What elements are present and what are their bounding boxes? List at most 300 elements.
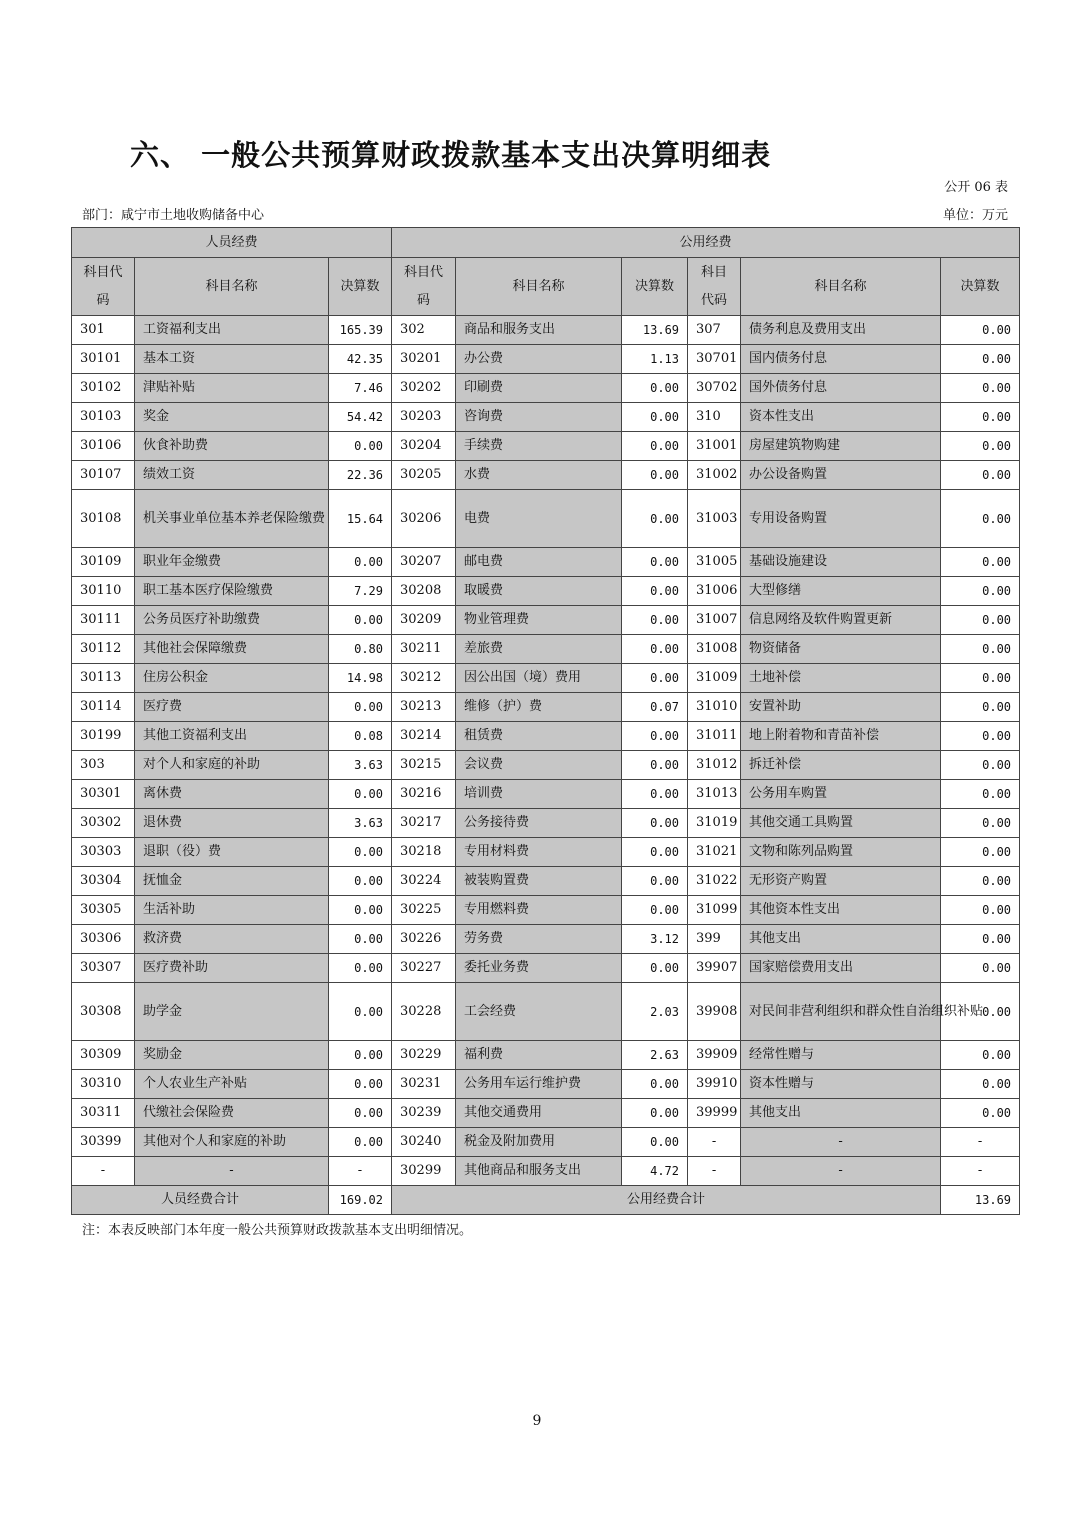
- cell-code: -: [72, 1157, 135, 1186]
- cell-code: 30113: [72, 664, 135, 693]
- cell-code: 30310: [72, 1070, 135, 1099]
- table-row: [72, 983, 1020, 1041]
- cell-name: 取暖费: [456, 577, 622, 606]
- cell-code: 30108: [72, 490, 135, 548]
- cell-name: 公务接待费: [456, 809, 622, 838]
- cell-name: 国家赔偿费用支出: [741, 954, 941, 983]
- cell-amount: 0.00: [622, 664, 688, 693]
- cell-name: 劳务费: [456, 925, 622, 954]
- cell-name: 维修（护）费: [456, 693, 622, 722]
- cell-amount: 0.00: [941, 925, 1020, 954]
- cell-name: 奖金: [135, 403, 329, 432]
- cell-name: 安置补助: [741, 693, 941, 722]
- cell-name: 咨询费: [456, 403, 622, 432]
- cell-amount: 0.00: [941, 432, 1020, 461]
- cell-name: 专用燃料费: [456, 896, 622, 925]
- cell-name: 手续费: [456, 432, 622, 461]
- cell-amount: 0.00: [941, 374, 1020, 403]
- table-row: [72, 432, 1020, 461]
- cell-code: 30102: [72, 374, 135, 403]
- column-header-name: 科目名称: [135, 258, 329, 316]
- cell-name: 债务利息及费用支出: [741, 316, 941, 345]
- cell-code: 30702: [688, 374, 741, 403]
- cell-amount: 0.00: [622, 461, 688, 490]
- cell-code: 31003: [688, 490, 741, 548]
- cell-name: 培训费: [456, 780, 622, 809]
- table-row: [72, 896, 1020, 925]
- cell-name: -: [135, 1157, 329, 1186]
- cell-amount: 0.00: [622, 1070, 688, 1099]
- cell-code: 31013: [688, 780, 741, 809]
- cell-amount: 0.00: [941, 461, 1020, 490]
- cell-code: 30204: [392, 432, 456, 461]
- cell-name: 住房公积金: [135, 664, 329, 693]
- cell-amount: 0.00: [622, 1099, 688, 1128]
- cell-code: 39999: [688, 1099, 741, 1128]
- cell-code: 30215: [392, 751, 456, 780]
- cell-amount: 0.00: [941, 838, 1020, 867]
- cell-code: 30211: [392, 635, 456, 664]
- table-row: [72, 461, 1020, 490]
- table-row: [72, 838, 1020, 867]
- cell-code: 30201: [392, 345, 456, 374]
- cell-amount: 3.12: [622, 925, 688, 954]
- cell-name: 资本性赠与: [741, 1070, 941, 1099]
- cell-code: 31010: [688, 693, 741, 722]
- cell-code: 30212: [392, 664, 456, 693]
- total-public-label: 公用经费合计: [392, 1186, 941, 1215]
- cell-name: 其他社会保障缴费: [135, 635, 329, 664]
- cell-code: 301: [72, 316, 135, 345]
- cell-name: -: [741, 1157, 941, 1186]
- cell-amount: 0.00: [622, 896, 688, 925]
- cell-code: 30111: [72, 606, 135, 635]
- total-personnel-value: 169.02: [329, 1186, 392, 1215]
- cell-name: 委托业务费: [456, 954, 622, 983]
- cell-amount: 0.00: [329, 896, 392, 925]
- cell-amount: 0.00: [941, 693, 1020, 722]
- cell-name: 基本工资: [135, 345, 329, 374]
- cell-name: 地上附着物和青苗补偿: [741, 722, 941, 751]
- cell-code: 30103: [72, 403, 135, 432]
- cell-code: 30309: [72, 1041, 135, 1070]
- cell-code: 30227: [392, 954, 456, 983]
- cell-amount: 4.72: [622, 1157, 688, 1186]
- column-header-name: 科目名称: [741, 258, 941, 316]
- cell-code: 30199: [72, 722, 135, 751]
- cell-code: 30202: [392, 374, 456, 403]
- cell-code: 30228: [392, 983, 456, 1041]
- cell-code: 31001: [688, 432, 741, 461]
- cell-name: 水费: [456, 461, 622, 490]
- table-row: [72, 1157, 1020, 1186]
- cell-name: 救济费: [135, 925, 329, 954]
- cell-code: 302: [392, 316, 456, 345]
- cell-code: 30299: [392, 1157, 456, 1186]
- cell-code: 30305: [72, 896, 135, 925]
- cell-code: 30112: [72, 635, 135, 664]
- table-row: [72, 693, 1020, 722]
- cell-code: 31002: [688, 461, 741, 490]
- cell-code: 310: [688, 403, 741, 432]
- cell-code: 30218: [392, 838, 456, 867]
- cell-code: 31005: [688, 548, 741, 577]
- column-header-code: 科目代码: [72, 258, 135, 316]
- cell-code: 30240: [392, 1128, 456, 1157]
- cell-name: 其他商品和服务支出: [456, 1157, 622, 1186]
- table-row: [72, 374, 1020, 403]
- cell-amount: 0.00: [329, 1099, 392, 1128]
- page-title: 六、 一般公共预算财政拨款基本支出决算明细表: [130, 138, 772, 172]
- cell-code: 30302: [72, 809, 135, 838]
- cell-code: 30110: [72, 577, 135, 606]
- cell-amount: 0.00: [622, 606, 688, 635]
- cell-amount: 0.00: [622, 374, 688, 403]
- table-row: [72, 403, 1020, 432]
- cell-name: 对个人和家庭的补助: [135, 751, 329, 780]
- cell-amount: 0.00: [941, 635, 1020, 664]
- cell-code: 31009: [688, 664, 741, 693]
- cell-amount: 2.63: [622, 1041, 688, 1070]
- department-label: 部门：咸宁市土地收购储备中心: [82, 208, 265, 223]
- cell-amount: 0.08: [329, 722, 392, 751]
- cell-code: 30114: [72, 693, 135, 722]
- cell-amount: 0.00: [329, 1128, 392, 1157]
- cell-amount: 0.00: [622, 403, 688, 432]
- cell-name: 其他交通费用: [456, 1099, 622, 1128]
- cell-amount: 0.00: [622, 490, 688, 548]
- cell-code: 399: [688, 925, 741, 954]
- table-row: [72, 1041, 1020, 1070]
- cell-code: 30701: [688, 345, 741, 374]
- column-header-name: 科目名称: [456, 258, 622, 316]
- table-row: [72, 751, 1020, 780]
- cell-code: 39907: [688, 954, 741, 983]
- cell-name: 被装购置费: [456, 867, 622, 896]
- column-header-amount: 决算数: [941, 258, 1020, 316]
- table-row: [72, 577, 1020, 606]
- cell-name: 机关事业单位基本养老保险缴费: [135, 490, 329, 548]
- cell-name: 专用材料费: [456, 838, 622, 867]
- cell-amount: 0.00: [329, 983, 392, 1041]
- cell-name: 伙食补助费: [135, 432, 329, 461]
- cell-amount: 0.00: [329, 838, 392, 867]
- cell-name: 助学金: [135, 983, 329, 1041]
- cell-amount: 0.00: [941, 1099, 1020, 1128]
- cell-name: 办公设备购置: [741, 461, 941, 490]
- cell-code: 30217: [392, 809, 456, 838]
- cell-code: 31007: [688, 606, 741, 635]
- cell-amount: 0.00: [941, 316, 1020, 345]
- cell-name: 个人农业生产补贴: [135, 1070, 329, 1099]
- cell-name: 电费: [456, 490, 622, 548]
- expenditure-table: [71, 227, 1020, 1215]
- cell-name: 绩效工资: [135, 461, 329, 490]
- cell-amount: -: [941, 1128, 1020, 1157]
- table-row: [72, 722, 1020, 751]
- cell-code: 31006: [688, 577, 741, 606]
- cell-code: 39908: [688, 983, 741, 1041]
- cell-amount: 0.00: [622, 635, 688, 664]
- cell-name: -: [741, 1128, 941, 1157]
- cell-amount: 0.00: [941, 577, 1020, 606]
- cell-amount: 3.63: [329, 809, 392, 838]
- cell-code: 31021: [688, 838, 741, 867]
- cell-code: 30229: [392, 1041, 456, 1070]
- cell-amount: 0.00: [622, 577, 688, 606]
- cell-name: 其他交通工具购置: [741, 809, 941, 838]
- cell-code: 30205: [392, 461, 456, 490]
- cell-code: 30209: [392, 606, 456, 635]
- cell-name: 福利费: [456, 1041, 622, 1070]
- cell-code: 30301: [72, 780, 135, 809]
- cell-name: 商品和服务支出: [456, 316, 622, 345]
- cell-name: 信息网络及软件购置更新: [741, 606, 941, 635]
- cell-amount: 0.00: [622, 954, 688, 983]
- cell-amount: 0.00: [941, 896, 1020, 925]
- cell-name: 大型修缮: [741, 577, 941, 606]
- cell-name: 物业管理费: [456, 606, 622, 635]
- cell-code: 30306: [72, 925, 135, 954]
- cell-name: 土地补偿: [741, 664, 941, 693]
- cell-code: 30207: [392, 548, 456, 577]
- cell-amount: 0.00: [941, 751, 1020, 780]
- column-header-amount: 决算数: [329, 258, 392, 316]
- cell-code: 30308: [72, 983, 135, 1041]
- cell-name: 医疗费: [135, 693, 329, 722]
- cell-name: 国内债务付息: [741, 345, 941, 374]
- cell-name: 国外债务付息: [741, 374, 941, 403]
- cell-name: 离休费: [135, 780, 329, 809]
- cell-amount: 0.00: [329, 1041, 392, 1070]
- cell-code: 30225: [392, 896, 456, 925]
- cell-name: 公务用车运行维护费: [456, 1070, 622, 1099]
- table-row: [72, 867, 1020, 896]
- cell-amount: -: [941, 1157, 1020, 1186]
- cell-code: 303: [72, 751, 135, 780]
- cell-name: 职业年金缴费: [135, 548, 329, 577]
- column-header-code: 科目代码: [392, 258, 456, 316]
- cell-name: 因公出国（境）费用: [456, 664, 622, 693]
- cell-code: 31008: [688, 635, 741, 664]
- cell-name: 专用设备购置: [741, 490, 941, 548]
- cell-amount: 0.00: [329, 954, 392, 983]
- total-public-value: 13.69: [941, 1186, 1020, 1215]
- page-number: 9: [532, 1413, 542, 1429]
- cell-code: 30231: [392, 1070, 456, 1099]
- cell-amount: 0.00: [329, 1070, 392, 1099]
- table-note: 注：本表反映部门本年度一般公共预算财政拨款基本支出明细情况。: [82, 1223, 473, 1238]
- cell-code: 30224: [392, 867, 456, 896]
- table-row: [72, 345, 1020, 374]
- cell-code: 30303: [72, 838, 135, 867]
- cell-name: 公务员医疗补助缴费: [135, 606, 329, 635]
- table-row: [72, 490, 1020, 548]
- table-row: [72, 548, 1020, 577]
- cell-name: 租赁费: [456, 722, 622, 751]
- cell-amount: 0.00: [329, 606, 392, 635]
- cell-name: 医疗费补助: [135, 954, 329, 983]
- cell-code: 30399: [72, 1128, 135, 1157]
- cell-amount: 165.39: [329, 316, 392, 345]
- cell-amount: 0.00: [622, 838, 688, 867]
- cell-code: 30206: [392, 490, 456, 548]
- cell-amount: 1.13: [622, 345, 688, 374]
- table-row: [72, 1099, 1020, 1128]
- cell-amount: 15.64: [329, 490, 392, 548]
- cell-name: 邮电费: [456, 548, 622, 577]
- cell-amount: 0.00: [329, 548, 392, 577]
- cell-name: 税金及附加费用: [456, 1128, 622, 1157]
- table-row: [72, 635, 1020, 664]
- cell-amount: 0.00: [329, 693, 392, 722]
- cell-name: 印刷费: [456, 374, 622, 403]
- table-row: [72, 925, 1020, 954]
- cell-name: 其他工资福利支出: [135, 722, 329, 751]
- cell-amount: 7.46: [329, 374, 392, 403]
- cell-code: 30214: [392, 722, 456, 751]
- cell-amount: 0.00: [941, 867, 1020, 896]
- cell-amount: 7.29: [329, 577, 392, 606]
- cell-amount: 0.00: [329, 867, 392, 896]
- cell-code: 30208: [392, 577, 456, 606]
- cell-code: 31012: [688, 751, 741, 780]
- cell-amount: 0.00: [941, 722, 1020, 751]
- cell-amount: 54.42: [329, 403, 392, 432]
- cell-code: 30239: [392, 1099, 456, 1128]
- cell-name: 其他支出: [741, 1099, 941, 1128]
- cell-code: 39909: [688, 1041, 741, 1070]
- cell-name: 对民间非营利组织和群众性自治组织补贴: [741, 983, 941, 1041]
- cell-name: 工会经费: [456, 983, 622, 1041]
- cell-code: 30101: [72, 345, 135, 374]
- cell-name: 工资福利支出: [135, 316, 329, 345]
- cell-name: 津贴补贴: [135, 374, 329, 403]
- column-header-code: 科目代码: [688, 258, 741, 316]
- table-row: [72, 1070, 1020, 1099]
- cell-amount: 0.00: [941, 954, 1020, 983]
- cell-amount: 0.00: [622, 867, 688, 896]
- cell-name: 其他资本性支出: [741, 896, 941, 925]
- cell-amount: 14.98: [329, 664, 392, 693]
- cell-amount: 0.00: [941, 490, 1020, 548]
- cell-name: 公务用车购置: [741, 780, 941, 809]
- cell-amount: 3.63: [329, 751, 392, 780]
- cell-amount: 0.00: [941, 548, 1020, 577]
- cell-code: 30109: [72, 548, 135, 577]
- cell-amount: 0.00: [622, 780, 688, 809]
- cell-name: 会议费: [456, 751, 622, 780]
- table-row: [72, 1128, 1020, 1157]
- cell-amount: 0.00: [941, 780, 1020, 809]
- cell-amount: 0.00: [622, 432, 688, 461]
- cell-code: 30304: [72, 867, 135, 896]
- cell-code: 30311: [72, 1099, 135, 1128]
- cell-amount: 0.00: [941, 345, 1020, 374]
- cell-amount: 0.00: [941, 403, 1020, 432]
- cell-name: 其他对个人和家庭的补助: [135, 1128, 329, 1157]
- cell-amount: 0.00: [622, 1128, 688, 1157]
- cell-name: 无形资产购置: [741, 867, 941, 896]
- cell-amount: 0.00: [622, 809, 688, 838]
- cell-amount: 0.00: [941, 664, 1020, 693]
- table-row: [72, 954, 1020, 983]
- cell-amount: 0.00: [329, 925, 392, 954]
- cell-code: 31011: [688, 722, 741, 751]
- cell-name: 退休费: [135, 809, 329, 838]
- cell-name: 办公费: [456, 345, 622, 374]
- cell-code: 30106: [72, 432, 135, 461]
- cell-name: 差旅费: [456, 635, 622, 664]
- table-row: [72, 316, 1020, 345]
- cell-amount: 0.00: [622, 548, 688, 577]
- cell-amount: 13.69: [622, 316, 688, 345]
- cell-name: 拆迁补偿: [741, 751, 941, 780]
- table-row: [72, 606, 1020, 635]
- cell-name: 代缴社会保险费: [135, 1099, 329, 1128]
- table-row: [72, 664, 1020, 693]
- cell-code: -: [688, 1157, 741, 1186]
- column-header-amount: 决算数: [622, 258, 688, 316]
- cell-name: 退职（役）费: [135, 838, 329, 867]
- cell-name: 抚恤金: [135, 867, 329, 896]
- cell-name: 经常性赠与: [741, 1041, 941, 1070]
- cell-code: 307: [688, 316, 741, 345]
- cell-code: 31099: [688, 896, 741, 925]
- cell-name: 生活补助: [135, 896, 329, 925]
- cell-name: 基础设施建设: [741, 548, 941, 577]
- cell-amount: 0.00: [941, 606, 1020, 635]
- cell-amount: 0.07: [622, 693, 688, 722]
- table-row: [72, 809, 1020, 838]
- table-row: [72, 780, 1020, 809]
- cell-amount: -: [329, 1157, 392, 1186]
- unit-label: 单位：万元: [942, 208, 1008, 223]
- cell-name: 资本性支出: [741, 403, 941, 432]
- cell-code: 30307: [72, 954, 135, 983]
- total-personnel-label: 人员经费合计: [72, 1186, 329, 1215]
- form-number: 公开 06 表: [944, 180, 1008, 195]
- cell-name: 房屋建筑物购建: [741, 432, 941, 461]
- cell-code: 30203: [392, 403, 456, 432]
- cell-amount: 0.00: [941, 1070, 1020, 1099]
- cell-name: 物资储备: [741, 635, 941, 664]
- section-header-public: 公用经费: [392, 228, 1020, 258]
- cell-name: 其他支出: [741, 925, 941, 954]
- cell-amount: 2.03: [622, 983, 688, 1041]
- cell-code: 30216: [392, 780, 456, 809]
- cell-amount: 0.00: [329, 432, 392, 461]
- cell-name: 职工基本医疗保险缴费: [135, 577, 329, 606]
- cell-code: 30107: [72, 461, 135, 490]
- cell-code: 39910: [688, 1070, 741, 1099]
- cell-code: -: [688, 1128, 741, 1157]
- cell-amount: 42.35: [329, 345, 392, 374]
- cell-amount: 0.00: [329, 780, 392, 809]
- cell-amount: 0.80: [329, 635, 392, 664]
- cell-amount: 22.36: [329, 461, 392, 490]
- section-header-personnel: 人员经费: [72, 228, 392, 258]
- cell-name: 奖励金: [135, 1041, 329, 1070]
- cell-amount: 0.00: [622, 751, 688, 780]
- cell-code: 30213: [392, 693, 456, 722]
- cell-amount: 0.00: [622, 722, 688, 751]
- cell-code: 31019: [688, 809, 741, 838]
- cell-name: 文物和陈列品购置: [741, 838, 941, 867]
- cell-amount: 0.00: [941, 983, 1020, 1041]
- cell-amount: 0.00: [941, 1041, 1020, 1070]
- cell-code: 30226: [392, 925, 456, 954]
